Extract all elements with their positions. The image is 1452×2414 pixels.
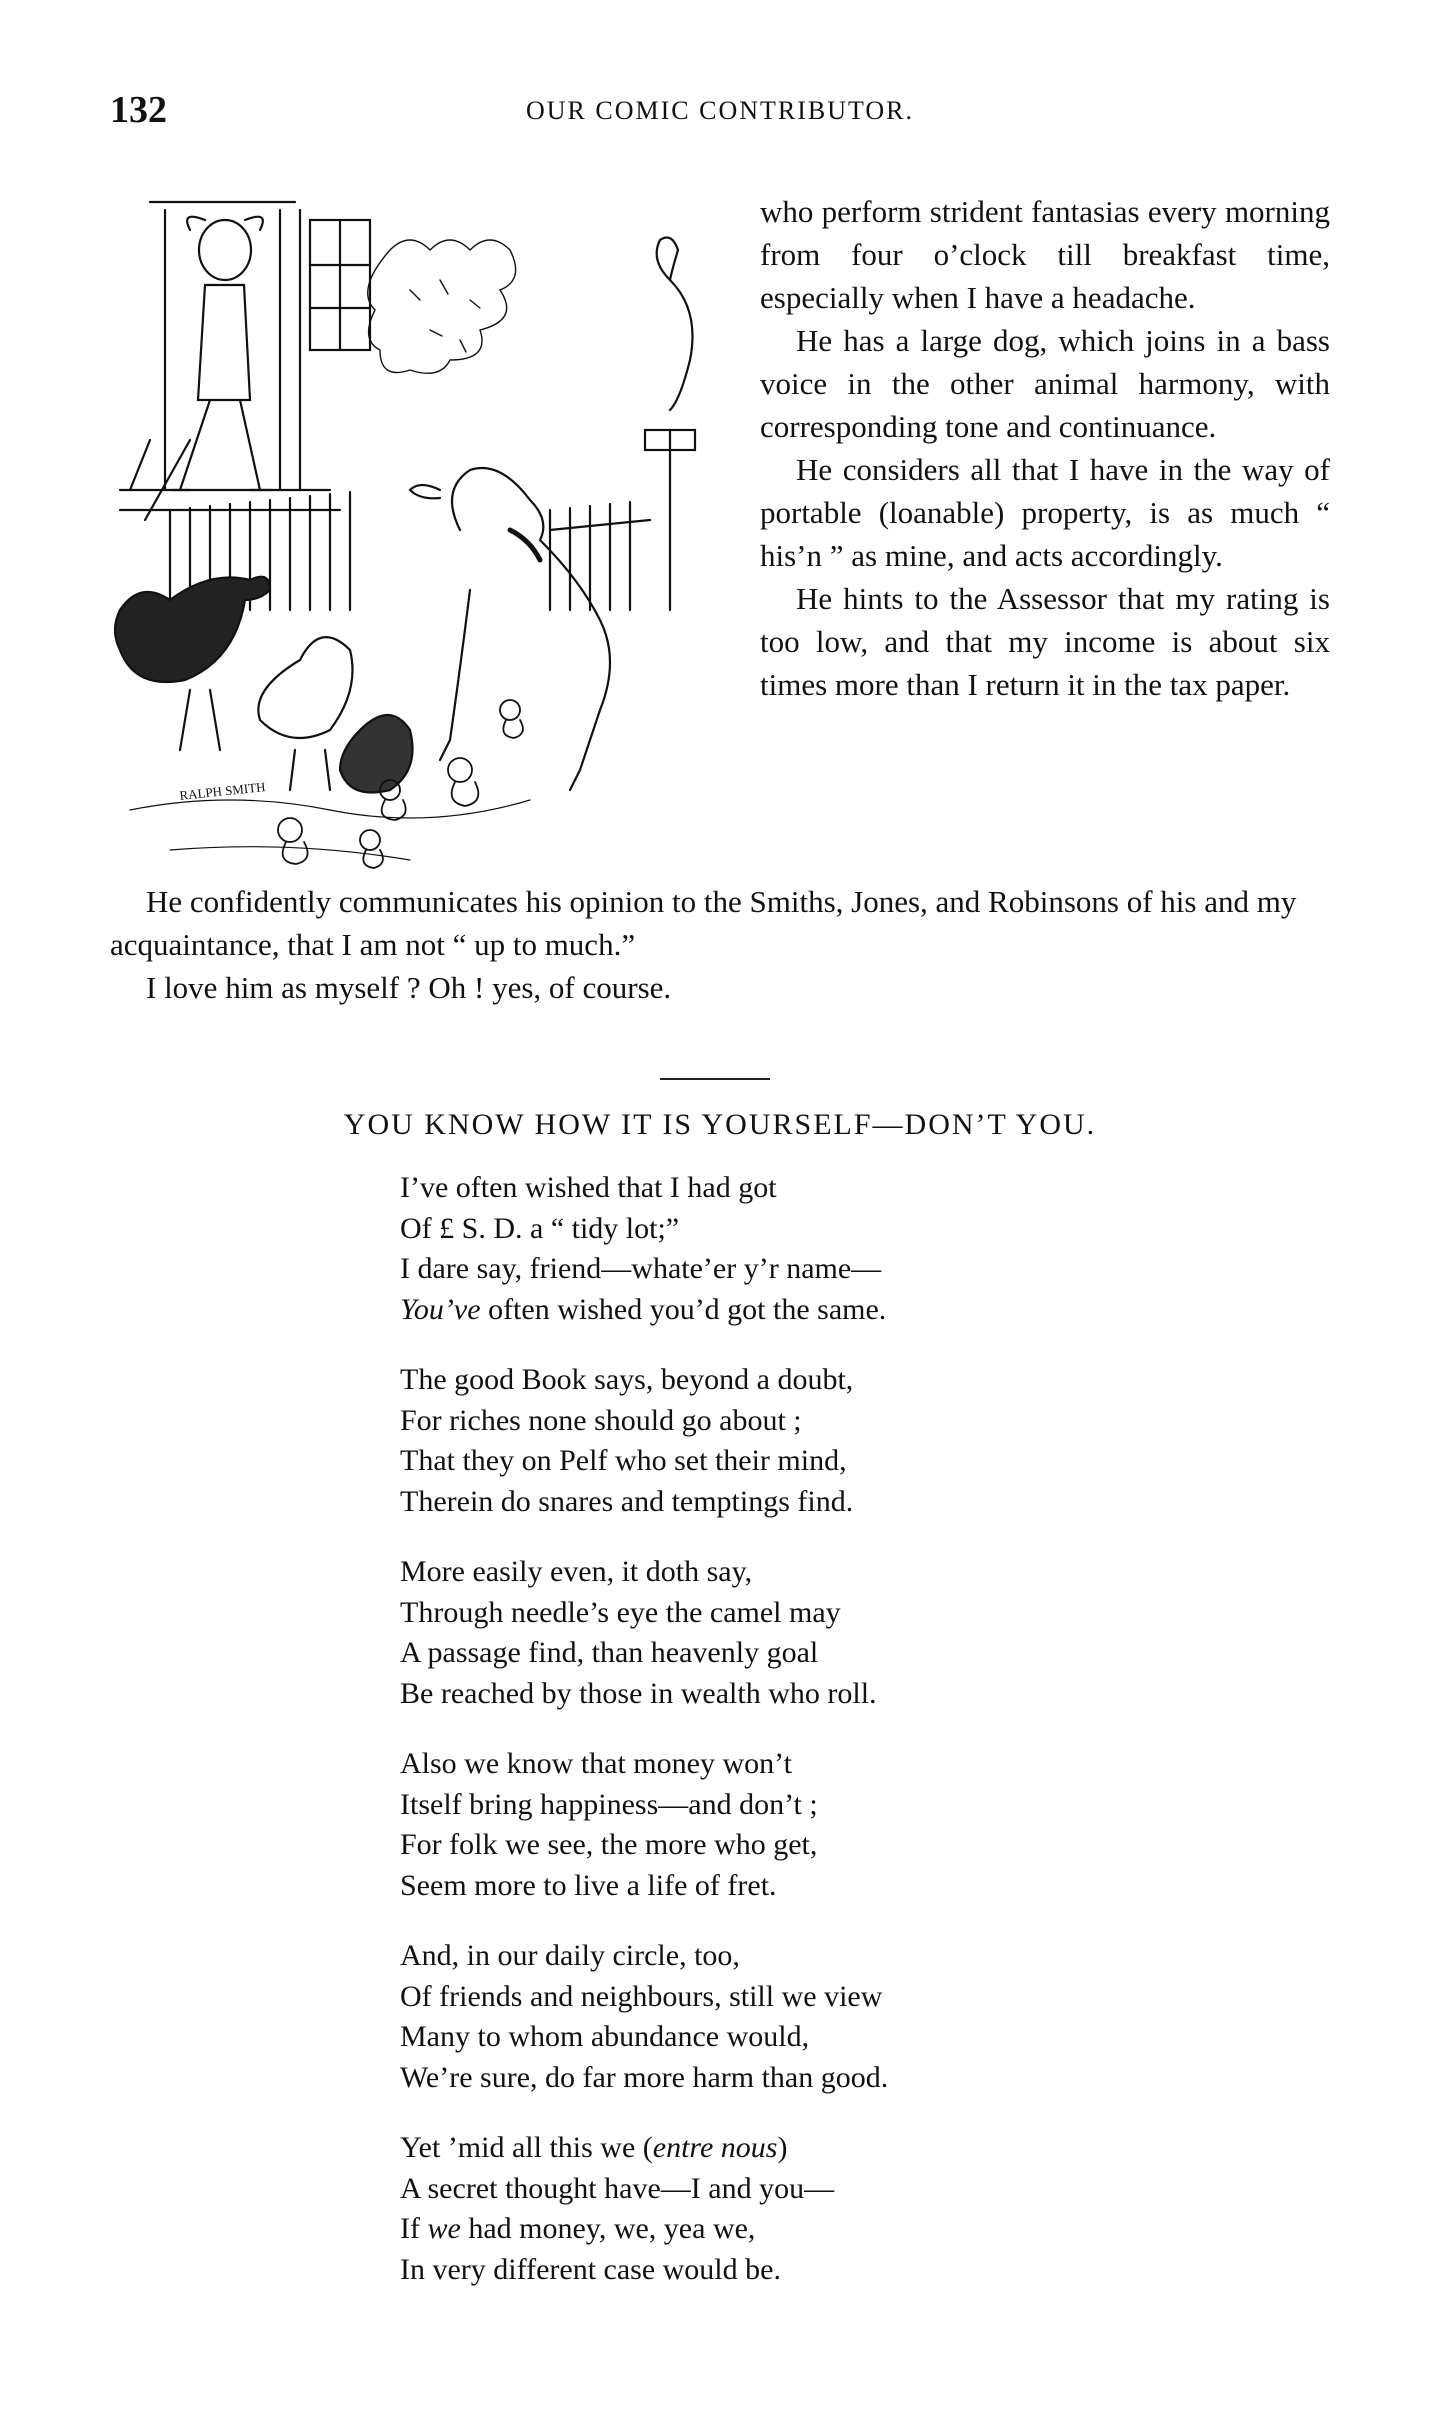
paragraph: He confidently communicates his opinion to the Smiths, Jones, and Robinsons of his and my acquaintance, that I am not “ up to much.” [110, 884, 1297, 962]
poem-line: A passage find, than heavenly goal [400, 1636, 819, 1669]
poem-line: Itself bring happiness—and don’t ; [400, 1787, 818, 1821]
poem-line-part: had money, we, yea we, [460, 2212, 756, 2245]
house-illustration [120, 202, 370, 520]
paragraph: He has a large dog, which joins in a bass voice in the other animal harmony, with corresponding tone and continuance. [760, 323, 1330, 444]
poem-line: Of friends and neighbours, still we view [400, 1979, 883, 2013]
poem-line: That they on Pelf who set their mind, [400, 1444, 847, 1477]
poem-line: Of £ S. D. a “ tidy lot;” [400, 1211, 680, 1245]
paragraph: He hints to the Assessor that my rating is too low, and that my income is about six times more than I return it in the tax paper. [760, 581, 1330, 702]
shrubbery [368, 240, 516, 373]
running-head: OUR COMIC CONTRIBUTOR. [525, 96, 915, 125]
poem-line: For riches none should go about ; [400, 1403, 802, 1437]
poem-line-part: ) [777, 2131, 788, 2164]
emphasis: we [427, 2212, 461, 2245]
poem-line [400, 1290, 1100, 1331]
paragraph: He considers all that I have in the way of portable (loanable) property, is as much “ his’n ” as mine, and acts accordingly. [760, 452, 1330, 573]
page-number: 132 [110, 89, 167, 131]
paragraph: I love him as myself ? Oh ! yes, of course. [146, 970, 672, 1005]
page-header [110, 88, 1330, 138]
poem-line: Therein do snares and temptings find. [400, 1484, 854, 1518]
poem-stanza [400, 1168, 1100, 1330]
hen-figures [258, 637, 412, 792]
poem-line: Be reached by those in wealth who roll. [400, 1676, 877, 1710]
illustration-engraving [110, 190, 730, 880]
paragraph: who perform strident fantasias every morning from four o’clock till breakfast time, especially when I have a headache. [760, 194, 1330, 315]
poem-line [400, 2128, 1100, 2169]
poem [400, 1168, 1100, 2320]
poem-line: I dare say, friend—whate’er y’r name— [400, 1252, 882, 1285]
emphasis: entre nous [652, 2131, 778, 2164]
poem-line: Seem more to live a life of fret. [400, 1868, 777, 1902]
poem-line: Also we know that money won’t [400, 1747, 792, 1780]
poem-stanza [400, 2128, 1100, 2290]
poem-line: A secret thought have—I and you— [400, 2171, 835, 2205]
dog-figure [410, 468, 610, 790]
poem-line: I’ve often wished that I had got [400, 1171, 777, 1204]
man-figure [172, 217, 272, 490]
poem-stanza [400, 1360, 1100, 1522]
poem-line: More easily even, it doth say, [400, 1555, 753, 1588]
poem-line: For folk we see, the more who get, [400, 1828, 818, 1861]
poem-stanza [400, 1936, 1100, 2098]
poem-line-rest: often wished you’d got the same. [480, 1292, 887, 1326]
poem-line-part: Yet ’mid all this we ( [400, 2131, 653, 2164]
poem-line: And, in our daily circle, too, [400, 1939, 740, 1972]
poem-line [400, 2209, 1100, 2250]
rooster-figure [115, 577, 270, 750]
poem-line: In very different case would be. [400, 2252, 781, 2286]
emphasis: You’ve [400, 1292, 481, 1326]
ground-lines [130, 800, 530, 860]
poem-line: Many to whom abundance would, [400, 2020, 810, 2053]
poem-stanza [400, 1552, 1100, 1714]
poem-line: We’re sure, do far more harm than good. [400, 2060, 889, 2094]
poem-line-part: If [400, 2212, 428, 2245]
full-width-text [110, 880, 1330, 1009]
artist-signature: RALPH SMITH [178, 779, 267, 803]
poem-title: YOU KNOW HOW IT IS YOURSELF—DON’T YOU. [343, 1108, 1097, 1141]
side-column-text [760, 190, 1330, 706]
poem-line: Through needle’s eye the camel may [400, 1595, 841, 1629]
poem-stanza [400, 1744, 1100, 1906]
poem-line: The good Book says, beyond a doubt, [400, 1363, 854, 1396]
section-divider [660, 1078, 770, 1080]
peacock-figure [645, 238, 695, 610]
